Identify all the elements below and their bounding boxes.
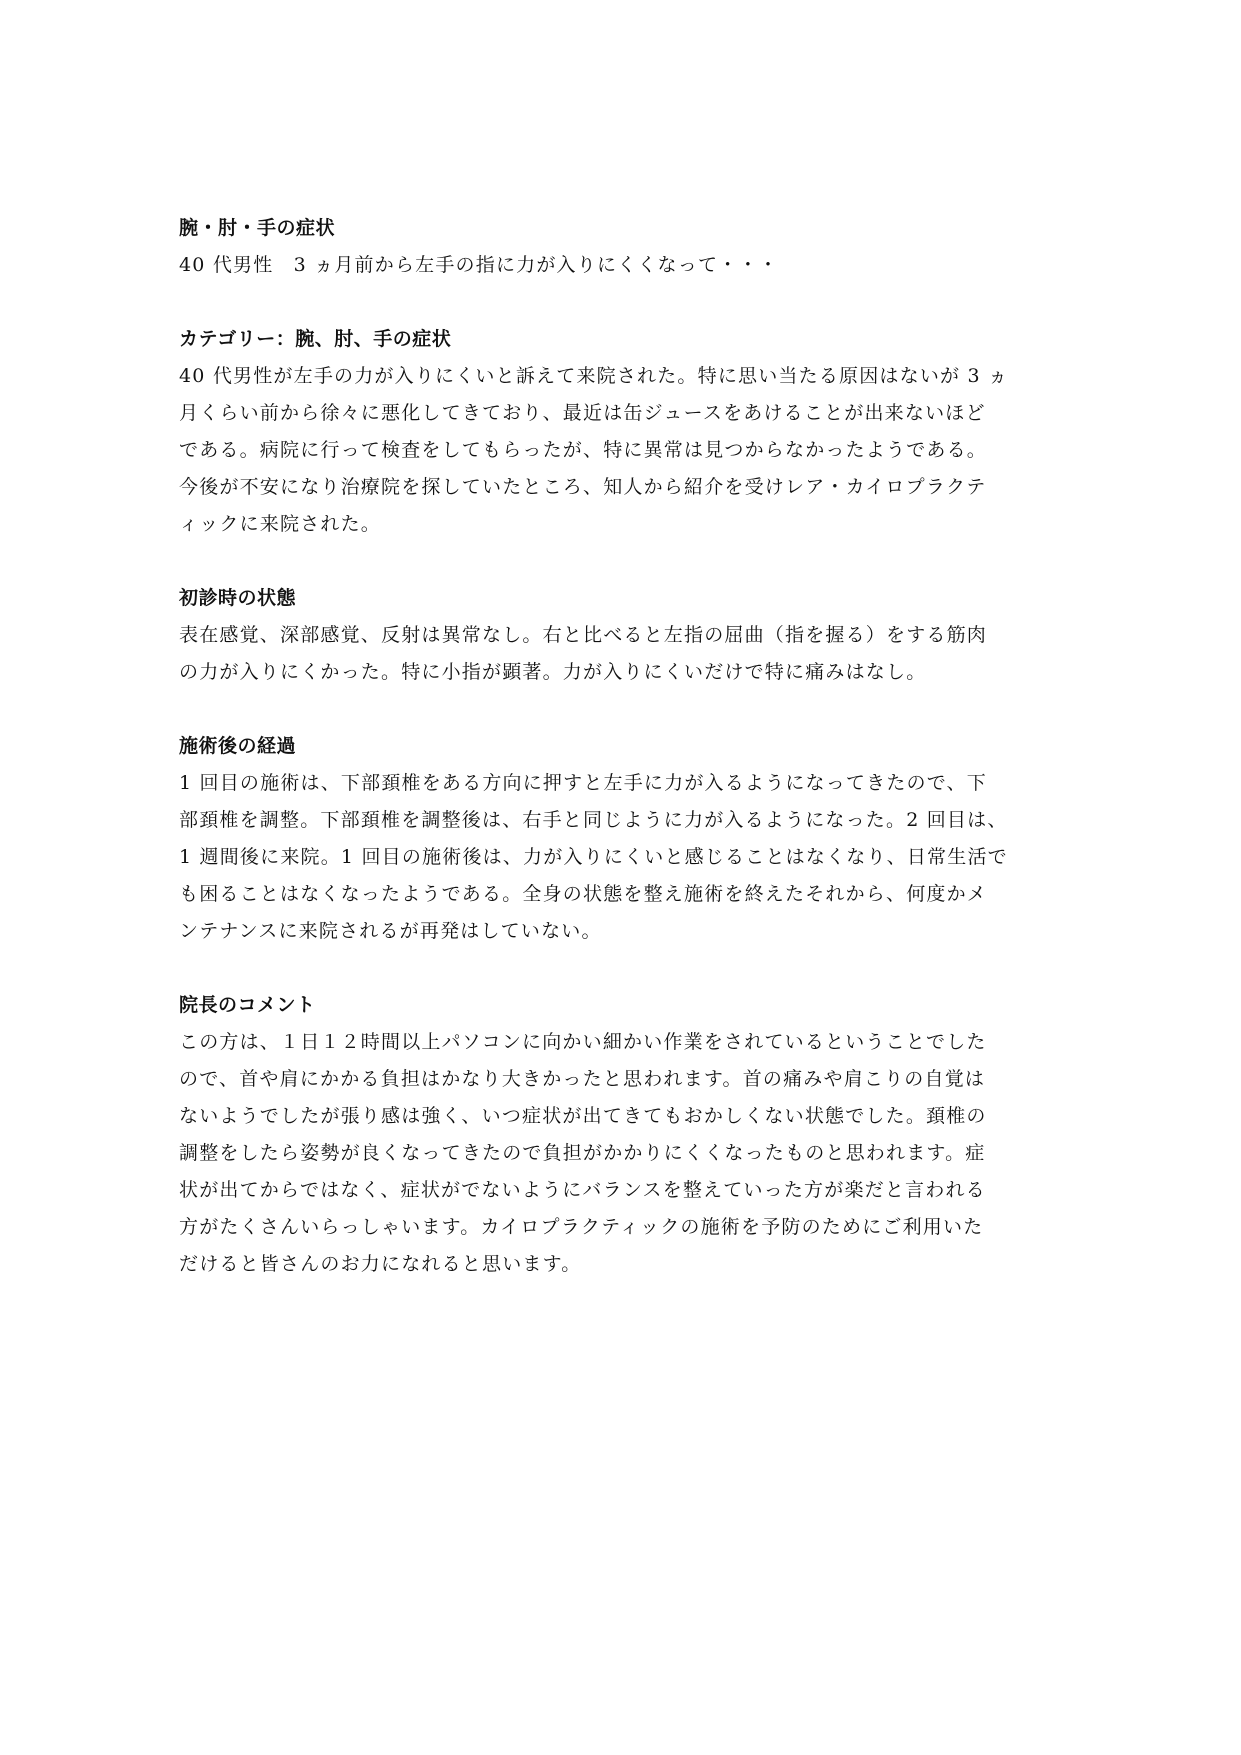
director-comment-line: ので、首や肩にかかる負担はかなり大きかったと思われます。首の痛みや肩こりの自覚は [179, 1068, 986, 1090]
progress-line: も困ることはなくなったようである。全身の状態を整え施術を終えたそれから、何度かメ [179, 883, 988, 905]
progress-heading: 施術後の経過 [179, 735, 297, 757]
director-comment-line: 調整をしたら姿勢が良くなってきたので負担がかかりにくくなったものと思われます。症 [179, 1142, 986, 1164]
spacer [179, 284, 1079, 321]
progress-line: 1 週間後に来院。1 回目の施術後は、力が入りにくいと感じることはなくなり、日常生活で [179, 846, 1008, 868]
initial-state-line: 表在感覚、深部感覚、反射は異常なし。右と比べると左指の屈曲（指を握る）をする筋肉 [179, 624, 988, 646]
category-line: 月くらい前から徐々に悪化してきており、最近は缶ジュースをあけることが出来ないほど [179, 402, 986, 424]
progress-line: 部頚椎を調整。下部頚椎を調整後は、右手と同じように力が入るようになった。2 回目は、 [179, 809, 1008, 831]
spacer [179, 691, 1079, 728]
director-comment-line: この方は、１日１２時間以上パソコンに向かい細かい作業をされているということでした [179, 1031, 987, 1053]
page-subtitle: 40 代男性 3 ヵ月前から左手の指に力が入りにくくなって・・・ [179, 254, 779, 276]
category-line: である。病院に行って検査をしてもらったが、特に異常は見つからなかったようである。 [179, 439, 988, 461]
category-line: 今後が不安になり治療院を探していたところ、知人から紹介を受けレア・カイロプラクテ [179, 476, 987, 498]
director-comment-line: だけると皆さんのお力になれると思います。 [179, 1253, 582, 1275]
document-page [179, 210, 1079, 1283]
director-comment-heading: 院長のコメント [179, 994, 316, 1016]
page-title: 腕・肘・手の症状 [179, 217, 336, 239]
director-comment-line: 方がたくさんいらっしゃいます。カイロプラクティックの施術を予防のためにご利用いた [179, 1216, 984, 1238]
initial-state-line: の力が入りにくかった。特に小指が顕著。力が入りにくいだけで特に痛みはなし。 [179, 661, 927, 683]
director-comment-line: 状が出てからではなく、症状がでないようにバランスを整えていった方が楽だと言われる [179, 1179, 986, 1201]
spacer [179, 543, 1079, 580]
progress-line: 1 回目の施術は、下部頚椎をある方向に押すと左手に力が入るようになってきたので、下 [179, 772, 987, 794]
category-line: ィックに来院された。 [179, 513, 382, 535]
progress-line: ンテナンスに来院されるが再発はしていない。 [179, 920, 602, 942]
initial-state-heading: 初診時の状態 [179, 587, 297, 609]
category-heading: カテゴリー：腕、肘、手の症状 [179, 328, 452, 350]
director-comment-line: ないようでしたが張り感は強く、いつ症状が出てきてもおかしくない状態でした。頚椎の [179, 1105, 987, 1127]
category-line: 40 代男性が左手の力が入りにくいと訴えて来院された。特に思い当たる原因はないが 3 ヵ [179, 365, 1009, 387]
spacer [179, 950, 1079, 987]
